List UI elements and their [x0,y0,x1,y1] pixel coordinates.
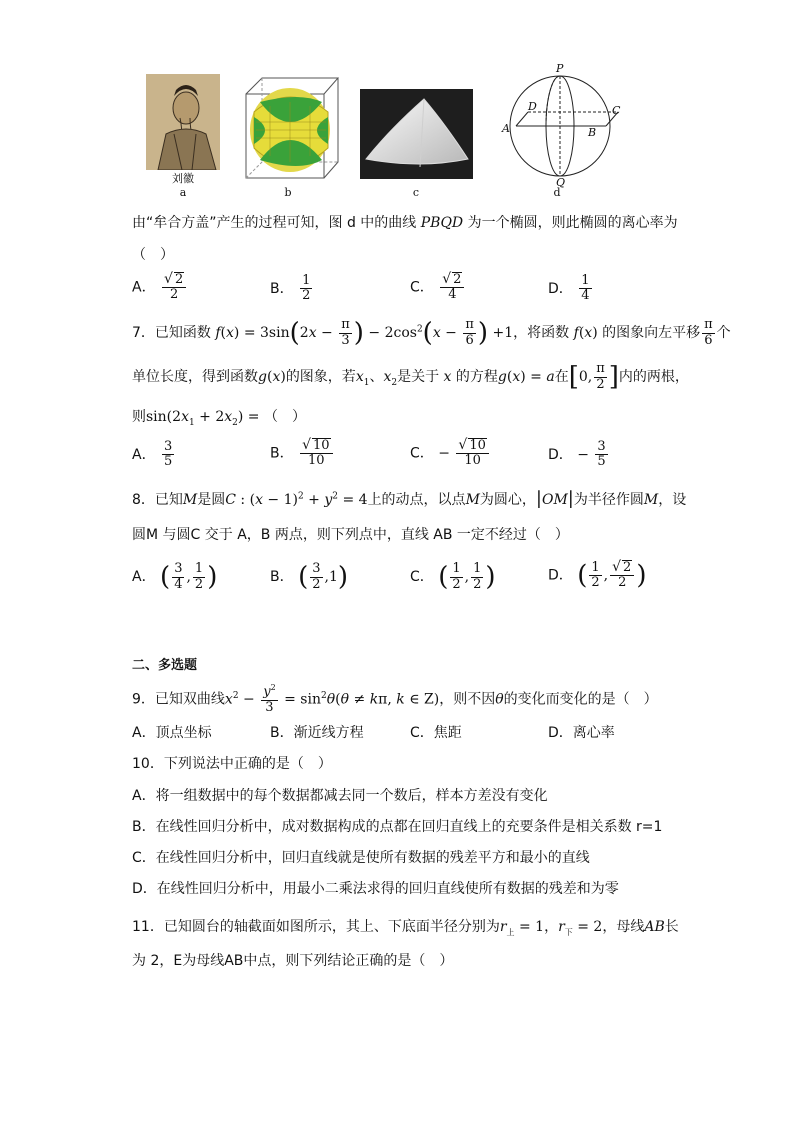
q10-option-d[interactable]: D．在线性回归分析中，用最小二乘法求得的回归直线使所有数据的残差和为零 [132,881,619,897]
q7-line3: 则$\sin(2x_1 + 2x_2)$ = （ ） [132,409,306,428]
q11-line1: 11．已知圆台的轴截面如图所示，其上、下底面半径分别为$r_上 = 1$，$r_下 = 2$，母线AB长 [132,919,679,937]
q7-option-d[interactable]: D． − $\frac{3}{5}$ [548,439,606,470]
q7-line1: 7．已知函数 f(x) = 3sin(2x − $\frac{\pi}{3}$ ) − $2\cos^2(x$ − $\frac{\pi}{6}$ ) +1，将函数 f(x) 的图象向左平移 $\frac{\pi}{6}$ 个 [132,317,731,348]
figure-a-caption: 刘徽 [172,172,194,185]
q10-option-a[interactable]: A．将一组数据中的每个数据都减去同一个数后，样本方差没有变化 [132,788,548,804]
figure-a [146,74,220,170]
q6-option-c[interactable]: C． $\frac{√ 2}{4}$ [410,272,466,303]
figure-b-label: b [284,186,292,199]
section-title-multiple-choice: 二、多选题 [132,658,198,673]
q6-option-b[interactable]: B． $\frac{1}{2}$ [270,273,311,304]
q8-option-c[interactable]: C． ( $\frac{1}{2}$ , $\frac{1}{2}$ ) [410,561,496,592]
q6-option-d[interactable]: D． $\frac{1}{4}$ [548,273,590,304]
q9-option-b[interactable]: B．渐近线方程 [270,725,364,741]
q6-stem: 由“牟合方盖”产生的过程可知，图 d 中的曲线 PBQD 为一个椭圆，则此椭圆的离心率为 [132,215,678,231]
figure-c [360,89,473,179]
figure-d-label: d [553,186,561,199]
q8-option-b[interactable]: B． ( $\frac{3}{2}$ ,1) [270,561,349,592]
q10-option-c[interactable]: C．在线性回归分析中，回归直线就是使所有数据的残差平方和最小的直线 [132,850,590,866]
figure-b [240,72,340,182]
cube-cylinders-diagram [240,72,340,182]
point-c-label: C [612,104,621,117]
q7-option-b[interactable]: B． $\frac{√ 10}{10}$ [270,438,335,469]
q9-option-d[interactable]: D．离心率 [548,725,615,741]
point-b-label: B [588,126,597,139]
q6-option-a[interactable]: A． $\frac{√ 2}{2}$ [132,272,188,303]
q11-line2: 为 2，E为母线AB中点，则下列结论正确的是（ ） [132,953,454,969]
sphere-ellipse-diagram [498,66,622,186]
q10-stem: 10．下列说法中正确的是（ ） [132,756,332,772]
q8-line2: 圆M 与圆C 交于 A，B 两点，则下列点中，直线 AB 一定不经过（ ） [132,527,569,543]
point-d-label: D [528,100,537,113]
q7-option-a[interactable]: A． $\frac{3}{5}$ [132,439,173,470]
mouhe-fanggai-solid [360,89,473,179]
q9-option-a[interactable]: A．顶点坐标 [132,725,212,741]
q6-paren: （ ） [132,247,174,263]
q9-option-c[interactable]: C．焦距 [410,725,462,741]
figure-c-label: c [412,186,420,199]
figure-a-label: a [179,186,187,199]
q8-line1: 8．已知M是圆C : $(x - 1)^2 + y^2 = 4$上的动点，以点M为圆心，|OM|为半径作圆M，设 [132,488,687,509]
q8-option-d[interactable]: D． ( $\frac{1}{2}$ , $\frac{√ 2}{2}$ ) [548,559,647,591]
q7-option-c[interactable]: C． − $\frac{√ 10}{10}$ [410,438,491,469]
q7-line2: 单位长度，得到函数g(x)的图象，若$x_1$、$x_2$是关于 x 的方程g(x) = a在[0, $\frac{\pi}{2}$ ]内的两根， [132,361,689,392]
figure-d [498,62,622,189]
liu-hui-portrait [146,74,220,170]
q10-option-b[interactable]: B．在线性回归分析中，成对数据构成的点都在回归直线上的充要条件是相关系数 r=1 [132,819,663,835]
point-a-label: A [502,122,510,135]
q8-option-a[interactable]: A． ( $\frac{3}{4}$ , $\frac{1}{2}$ ) [132,561,218,592]
point-q-label: Q [556,176,566,189]
q9-stem: 9．已知双曲线$x^2$ − $\frac{y^2}{3}$ = $\sin^2\theta(\theta \ne k\pi$, k ∈ Z)，则不因θ的变化而变化的是（ ） [132,683,658,715]
point-p-label: P [556,62,564,75]
